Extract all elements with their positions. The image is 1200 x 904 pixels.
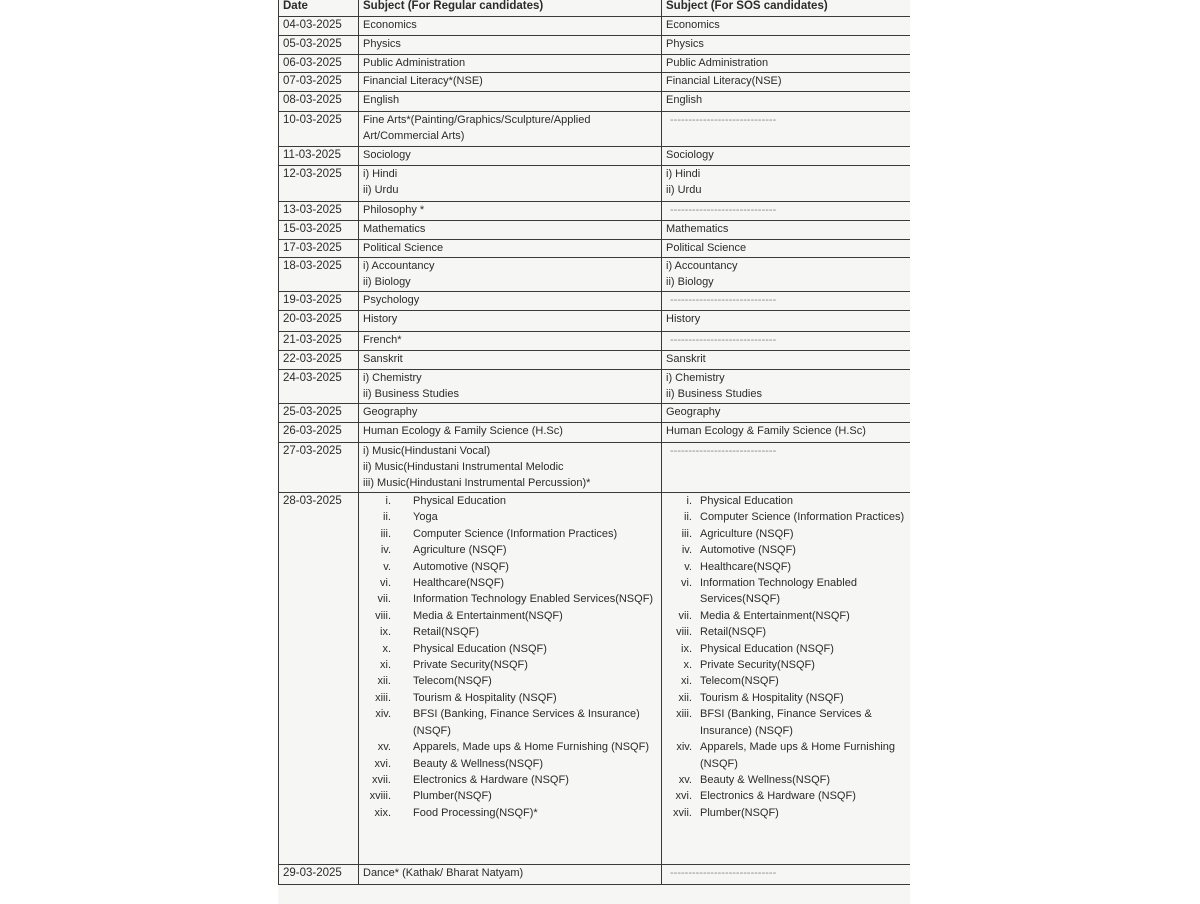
list-item xyxy=(666,526,906,542)
list-item xyxy=(363,756,657,772)
subject-line: Physics xyxy=(666,38,704,50)
item-numeral: x. xyxy=(683,659,692,672)
table-row xyxy=(279,292,911,311)
subject-line: Political Science xyxy=(363,242,444,254)
item-numeral: v. xyxy=(383,560,391,573)
list-item xyxy=(363,608,657,624)
item-numeral: i. xyxy=(686,495,692,507)
sos-subject-cell xyxy=(662,493,911,865)
subject-line: French* xyxy=(363,334,402,346)
sos-subject-list xyxy=(666,493,906,821)
regular-subject-cell xyxy=(359,493,662,865)
not-applicable-dash: ----------------------------- xyxy=(670,445,777,457)
subject-line: Public Administration xyxy=(666,57,769,69)
list-item xyxy=(363,641,657,657)
subject-line: i) Accountancy xyxy=(363,260,435,272)
item-numeral: iv. xyxy=(380,544,391,557)
date-cell: 11-03-2025 xyxy=(279,147,359,166)
item-subject: Beauty & Wellness(NSQF) xyxy=(413,757,544,770)
regular-subject-cell xyxy=(359,73,662,92)
subject-line: Sociology xyxy=(363,149,411,161)
regular-subject-cell xyxy=(359,17,662,36)
subject-line: ii) Business Studies xyxy=(363,388,459,400)
date-cell: 20-03-2025 xyxy=(279,311,359,332)
list-item xyxy=(363,526,657,542)
item-subject: Physical Education xyxy=(413,495,506,507)
table-row xyxy=(279,73,911,92)
item-subject: Information Technology Enabled Services(NSQF) xyxy=(700,577,857,606)
item-numeral: vi. xyxy=(681,577,692,590)
item-numeral: xiv. xyxy=(676,741,692,754)
list-item xyxy=(363,509,657,525)
list-item xyxy=(363,542,657,558)
subject-line: Sanskrit xyxy=(666,353,706,365)
subject-line: Geography xyxy=(666,406,721,418)
subject-line: Financial Literacy*(NSE) xyxy=(363,75,483,87)
item-numeral: xvi. xyxy=(374,757,391,770)
subject-line: Mathematics xyxy=(363,223,426,235)
subject-line: Economics xyxy=(666,19,720,31)
item-numeral: xii. xyxy=(377,675,391,688)
table-row xyxy=(279,17,911,36)
item-numeral: viii. xyxy=(676,626,692,639)
list-item xyxy=(666,608,906,624)
regular-subject-cell xyxy=(359,55,662,73)
list-item xyxy=(363,575,657,591)
item-subject: Automotive (NSQF) xyxy=(700,544,796,557)
item-subject: Tourism & Hospitality (NSQF) xyxy=(413,691,557,704)
date-cell: 25-03-2025 xyxy=(279,404,359,423)
item-subject: Healthcare(NSQF) xyxy=(413,577,505,590)
item-subject: BFSI (Banking, Finance Services & Insurance) (NSQF) xyxy=(413,708,640,737)
item-subject: Plumber(NSQF) xyxy=(413,790,492,803)
item-numeral: xvi. xyxy=(675,790,692,803)
item-numeral: ix. xyxy=(681,642,692,655)
regular-subject-cell xyxy=(359,92,662,112)
subject-line: Public Administration xyxy=(363,57,466,69)
item-numeral: ii. xyxy=(383,511,391,524)
regular-subject-list xyxy=(363,493,657,821)
date-cell: 10-03-2025 xyxy=(279,112,359,147)
subject-line: i) Chemistry xyxy=(666,372,725,384)
subject-line: i) Hindi xyxy=(666,168,701,180)
table-row xyxy=(279,240,911,258)
sos-subject-cell xyxy=(662,404,911,423)
regular-subject-cell xyxy=(359,865,662,885)
subject-line: Dance* (Kathak/ Bharat Natyam) xyxy=(363,867,524,879)
item-subject: Retail(NSQF) xyxy=(700,626,767,639)
item-numeral: xi. xyxy=(380,659,391,672)
item-numeral: xv. xyxy=(678,773,692,786)
item-numeral: xv. xyxy=(377,741,391,754)
item-subject: Telecom(NSQF) xyxy=(700,675,779,688)
list-item xyxy=(363,805,657,821)
date-cell: 13-03-2025 xyxy=(279,202,359,221)
date-cell: 04-03-2025 xyxy=(279,17,359,36)
table-row xyxy=(279,443,911,493)
table-row xyxy=(279,147,911,166)
regular-subject-cell xyxy=(359,292,662,311)
sos-subject-cell xyxy=(662,370,911,404)
list-item xyxy=(363,591,657,607)
item-subject: Tourism & Hospitality (NSQF) xyxy=(700,691,844,704)
sos-subject-cell xyxy=(662,332,911,351)
table-row xyxy=(279,221,911,240)
subject-line: ii) Music(Hindustani Instrumental Melodic xyxy=(363,461,564,473)
subject-line: Physics xyxy=(363,38,401,50)
item-numeral: viii. xyxy=(375,609,391,622)
list-item xyxy=(363,559,657,575)
subject-line: English xyxy=(363,94,400,106)
table-row xyxy=(279,202,911,221)
list-item xyxy=(666,493,906,509)
not-applicable-dash: ----------------------------- xyxy=(670,867,777,879)
item-subject: Information Technology Enabled Services(NSQF) xyxy=(413,593,654,606)
item-subject: Physical Education xyxy=(700,495,793,507)
item-subject: Retail(NSQF) xyxy=(413,626,480,639)
table-row xyxy=(279,423,911,443)
item-subject: Private Security(NSQF) xyxy=(413,659,528,672)
table-row xyxy=(279,92,911,112)
item-numeral: iii. xyxy=(380,527,391,540)
sos-subject-cell xyxy=(662,221,911,240)
list-item xyxy=(363,690,657,706)
table-row xyxy=(279,865,911,885)
item-subject: Physical Education (NSQF) xyxy=(413,642,547,655)
item-numeral: xiii. xyxy=(375,691,391,704)
item-subject: Healthcare(NSQF) xyxy=(700,560,792,573)
date-cell: 12-03-2025 xyxy=(279,166,359,202)
regular-subject-cell xyxy=(359,443,662,493)
sos-subject-cell xyxy=(662,17,911,36)
date-cell: 24-03-2025 xyxy=(279,370,359,404)
item-subject: Agriculture (NSQF) xyxy=(413,544,507,557)
not-applicable-dash: ----------------------------- xyxy=(670,204,777,216)
date-cell: 26-03-2025 xyxy=(279,423,359,443)
list-item xyxy=(363,772,657,788)
sos-subject-cell xyxy=(662,36,911,55)
list-item xyxy=(666,690,906,706)
list-item xyxy=(666,559,906,575)
date-cell: 05-03-2025 xyxy=(279,36,359,55)
item-numeral: vi. xyxy=(380,577,391,590)
item-numeral: i. xyxy=(385,495,391,507)
item-subject: Private Security(NSQF) xyxy=(700,659,815,672)
subject-line: Political Science xyxy=(666,242,747,254)
not-applicable-dash: ----------------------------- xyxy=(670,334,777,346)
date-cell: 22-03-2025 xyxy=(279,351,359,370)
subject-line: i) Chemistry xyxy=(363,372,422,384)
table-row xyxy=(279,332,911,351)
item-subject: Food Processing(NSQF)* xyxy=(413,806,538,819)
sos-subject-cell xyxy=(662,147,911,166)
item-subject: Computer Science (Information Practices) xyxy=(700,511,905,524)
subject-line: Sociology xyxy=(666,149,714,161)
sos-subject-cell xyxy=(662,423,911,443)
regular-subject-cell xyxy=(359,202,662,221)
table-row xyxy=(279,36,911,55)
date-cell: 21-03-2025 xyxy=(279,332,359,351)
subject-line: Geography xyxy=(363,406,418,418)
list-item xyxy=(666,575,906,608)
item-numeral: ii. xyxy=(684,511,692,524)
subject-line: ii) Business Studies xyxy=(666,388,762,400)
subject-line: i) Accountancy xyxy=(666,260,738,272)
regular-subject-cell xyxy=(359,147,662,166)
list-item xyxy=(363,624,657,640)
list-item xyxy=(666,509,906,525)
table-row xyxy=(279,112,911,147)
subject-line: ii) Urdu xyxy=(363,184,399,196)
subject-line: Human Ecology & Family Science (H.Sc) xyxy=(363,425,563,437)
header-sos-subject: Subject (For SOS candidates) xyxy=(662,0,911,17)
date-cell: 19-03-2025 xyxy=(279,292,359,311)
regular-subject-cell xyxy=(359,404,662,423)
subject-line: History xyxy=(363,313,398,325)
date-cell: 15-03-2025 xyxy=(279,221,359,240)
subject-line: iii) Music(Hindustani Instrumental Percussion)* xyxy=(363,477,591,489)
table-row xyxy=(279,493,911,865)
date-cell: 27-03-2025 xyxy=(279,443,359,493)
item-numeral: xi. xyxy=(681,675,692,688)
subject-line: i) Hindi xyxy=(363,168,398,180)
regular-subject-cell xyxy=(359,221,662,240)
list-item xyxy=(363,788,657,804)
item-numeral: vii. xyxy=(377,593,391,606)
date-cell: 06-03-2025 xyxy=(279,55,359,73)
regular-subject-cell xyxy=(359,332,662,351)
not-applicable-dash: ----------------------------- xyxy=(670,294,777,306)
item-subject: Plumber(NSQF) xyxy=(700,806,779,819)
subject-line: Mathematics xyxy=(666,223,729,235)
item-numeral: iii. xyxy=(681,527,692,540)
subject-line: ii) Biology xyxy=(666,276,714,288)
table-row xyxy=(279,311,911,332)
datesheet-scan xyxy=(278,0,910,904)
item-subject: Yoga xyxy=(413,511,438,524)
list-item xyxy=(363,739,657,755)
sos-subject-cell xyxy=(662,292,911,311)
regular-subject-cell xyxy=(359,311,662,332)
item-subject: Media & Entertainment(NSQF) xyxy=(700,609,850,622)
sos-subject-cell xyxy=(662,258,911,292)
header-regular-subject: Subject (For Regular candidates) xyxy=(359,0,662,17)
list-item xyxy=(666,657,906,673)
item-subject: Beauty & Wellness(NSQF) xyxy=(700,773,831,786)
item-subject: BFSI (Banking, Finance Services & Insurance) (NSQF) xyxy=(700,708,872,737)
subject-line: Psychology xyxy=(363,294,420,306)
regular-subject-cell xyxy=(359,351,662,370)
regular-subject-cell xyxy=(359,112,662,147)
table-row xyxy=(279,55,911,73)
item-numeral: xix. xyxy=(374,806,391,819)
table-row xyxy=(279,258,911,292)
list-item xyxy=(666,772,906,788)
sos-subject-cell xyxy=(662,166,911,202)
exam-schedule-table xyxy=(278,0,910,885)
subject-line: Philosophy * xyxy=(363,204,425,216)
sos-subject-cell xyxy=(662,92,911,112)
table-header-row xyxy=(279,0,911,17)
item-numeral: xvii. xyxy=(673,806,692,819)
item-numeral: v. xyxy=(684,560,692,573)
item-numeral: iv. xyxy=(681,544,692,557)
list-item xyxy=(666,542,906,558)
sos-subject-cell xyxy=(662,240,911,258)
date-cell: 29-03-2025 xyxy=(279,865,359,885)
item-numeral: ix. xyxy=(380,626,391,639)
table-row xyxy=(279,166,911,202)
item-subject: Electronics & Hardware (NSQF) xyxy=(413,773,569,786)
subject-line: Fine Arts*(Painting/Graphics/Sculpture/Applied Art/Commercial Arts) xyxy=(363,114,591,142)
item-subject: Electronics & Hardware (NSQF) xyxy=(700,790,856,803)
item-numeral: xiii. xyxy=(676,708,692,721)
not-applicable-dash: ----------------------------- xyxy=(670,114,777,126)
regular-subject-cell xyxy=(359,423,662,443)
date-cell: 17-03-2025 xyxy=(279,240,359,258)
sos-subject-cell xyxy=(662,865,911,885)
list-item xyxy=(363,706,657,739)
sos-subject-cell xyxy=(662,351,911,370)
subject-line: ii) Urdu xyxy=(666,184,702,196)
regular-subject-cell xyxy=(359,36,662,55)
list-item xyxy=(666,624,906,640)
item-subject: Media & Entertainment(NSQF) xyxy=(413,609,563,622)
list-item xyxy=(363,673,657,689)
item-subject: Apparels, Made ups & Home Furnishing (NSQF) xyxy=(700,741,896,770)
item-numeral: xii. xyxy=(678,691,692,704)
schedule-body xyxy=(279,17,911,885)
subject-line: Human Ecology & Family Science (H.Sc) xyxy=(666,425,866,437)
item-numeral: x. xyxy=(382,642,391,655)
subject-line: ii) Biology xyxy=(363,276,411,288)
subject-line: English xyxy=(666,94,703,106)
item-subject: Apparels, Made ups & Home Furnishing (NSQF) xyxy=(413,741,649,754)
item-subject: Physical Education (NSQF) xyxy=(700,642,834,655)
list-item xyxy=(666,641,906,657)
list-item xyxy=(666,805,906,821)
date-cell: 18-03-2025 xyxy=(279,258,359,292)
subject-line: Economics xyxy=(363,19,417,31)
regular-subject-cell xyxy=(359,370,662,404)
regular-subject-cell xyxy=(359,258,662,292)
item-numeral: xviii. xyxy=(369,790,391,803)
list-item xyxy=(666,739,906,772)
item-numeral: xvii. xyxy=(372,773,391,786)
list-item xyxy=(363,493,657,509)
regular-subject-cell xyxy=(359,240,662,258)
sos-subject-cell xyxy=(662,112,911,147)
list-item xyxy=(363,657,657,673)
sos-subject-cell xyxy=(662,311,911,332)
date-cell: 28-03-2025 xyxy=(279,493,359,865)
sos-subject-cell xyxy=(662,202,911,221)
table-row xyxy=(279,404,911,423)
subject-line: History xyxy=(666,313,701,325)
table-row xyxy=(279,351,911,370)
regular-subject-cell xyxy=(359,166,662,202)
subject-line: i) Music(Hindustani Vocal) xyxy=(363,445,491,457)
item-subject: Automotive (NSQF) xyxy=(413,560,509,573)
sos-subject-cell xyxy=(662,443,911,493)
sos-subject-cell xyxy=(662,55,911,73)
list-item xyxy=(666,706,906,739)
subject-line: Financial Literacy(NSE) xyxy=(666,75,782,87)
item-subject: Telecom(NSQF) xyxy=(413,675,492,688)
list-item xyxy=(666,788,906,804)
subject-line: Sanskrit xyxy=(363,353,403,365)
header-date: Date xyxy=(279,0,359,17)
item-numeral: vii. xyxy=(678,609,692,622)
table-row xyxy=(279,370,911,404)
sos-subject-cell xyxy=(662,73,911,92)
item-numeral: xiv. xyxy=(375,708,391,721)
item-subject: Computer Science (Information Practices) xyxy=(413,527,618,540)
date-cell: 07-03-2025 xyxy=(279,73,359,92)
list-item xyxy=(666,673,906,689)
date-cell: 08-03-2025 xyxy=(279,92,359,112)
item-subject: Agriculture (NSQF) xyxy=(700,527,794,540)
